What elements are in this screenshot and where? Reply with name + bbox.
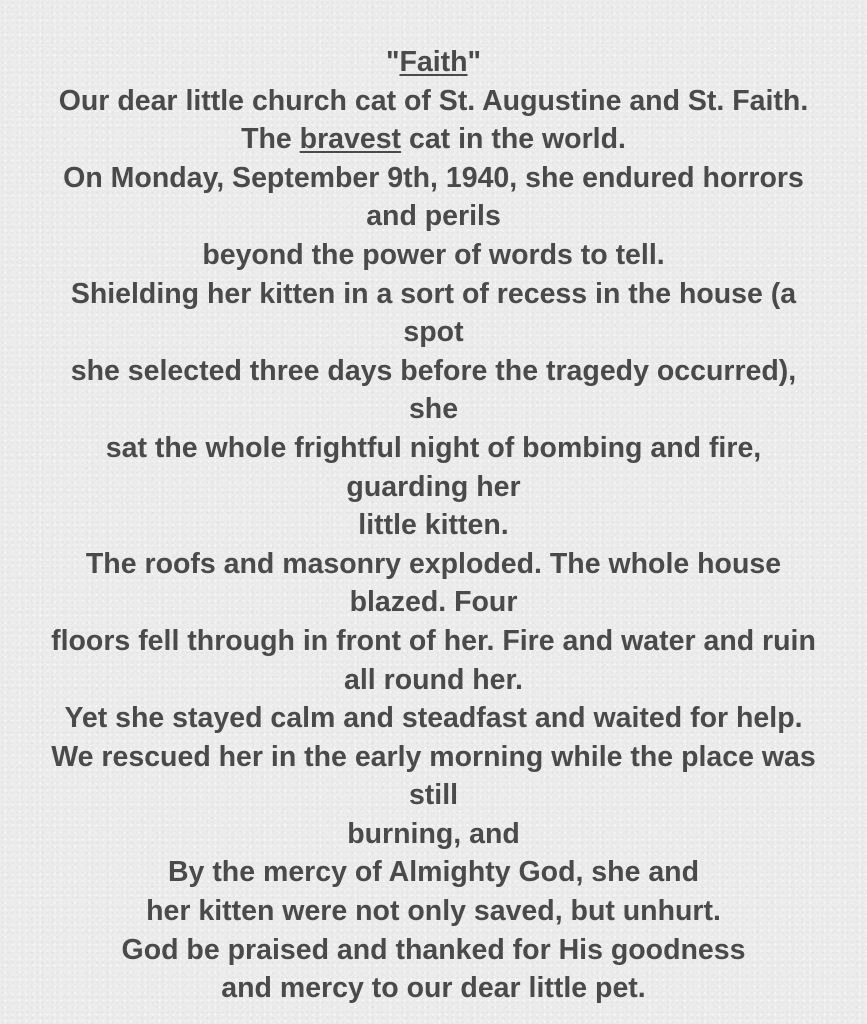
text-line: On Monday, September 9th, 1940, she endured horrors bbox=[63, 161, 804, 194]
text-line: little kitten. bbox=[358, 509, 509, 542]
text-line: Shielding her kitten in a sort of recess in the house (a bbox=[70, 277, 797, 310]
text-line: and mercy to our dear little pet. bbox=[221, 972, 646, 1005]
text-line: burning, and bbox=[347, 817, 520, 850]
text-line bbox=[0, 120, 867, 159]
text-segment: cat in the world. bbox=[401, 123, 626, 156]
text-line: she bbox=[408, 393, 459, 426]
text-line: We rescued her in the early morning while the place was bbox=[51, 740, 816, 773]
text-line: Our dear little church cat of St. Augustine and St. Faith. bbox=[58, 84, 809, 117]
emphasis-word: bravest bbox=[299, 123, 402, 156]
title-quote-close: " bbox=[467, 46, 482, 78]
text-line: and perils bbox=[366, 200, 501, 233]
text-line: spot bbox=[403, 316, 464, 349]
text-line: The roofs and masonry exploded. The whole house bbox=[85, 547, 782, 580]
text-line: blazed. Four bbox=[349, 586, 518, 619]
title-line bbox=[0, 43, 867, 82]
title-quote-open: " bbox=[385, 46, 400, 78]
text-line: Yet she stayed calm and steadfast and waited for help. bbox=[64, 702, 803, 735]
text-line: By the mercy of Almighty God, she and bbox=[167, 856, 700, 889]
text-line: still bbox=[408, 779, 459, 812]
text-segment: The bbox=[241, 123, 300, 156]
text-line: all round her. bbox=[344, 663, 523, 696]
text-line: guarding her bbox=[346, 470, 521, 503]
text-line: God be praised and thanked for His goodness bbox=[121, 933, 746, 966]
text-line: her kitten were not only saved, but unhurt. bbox=[146, 895, 721, 928]
text-line: floors fell through in front of her. Fire and water and ruin bbox=[51, 624, 816, 657]
text-line: beyond the power of words to tell. bbox=[202, 238, 665, 271]
text-line: she selected three days before the tragedy occurred), bbox=[70, 354, 797, 387]
text-line: sat the whole frightful night of bombing and fire, bbox=[105, 431, 762, 464]
title-word: Faith bbox=[399, 46, 468, 78]
